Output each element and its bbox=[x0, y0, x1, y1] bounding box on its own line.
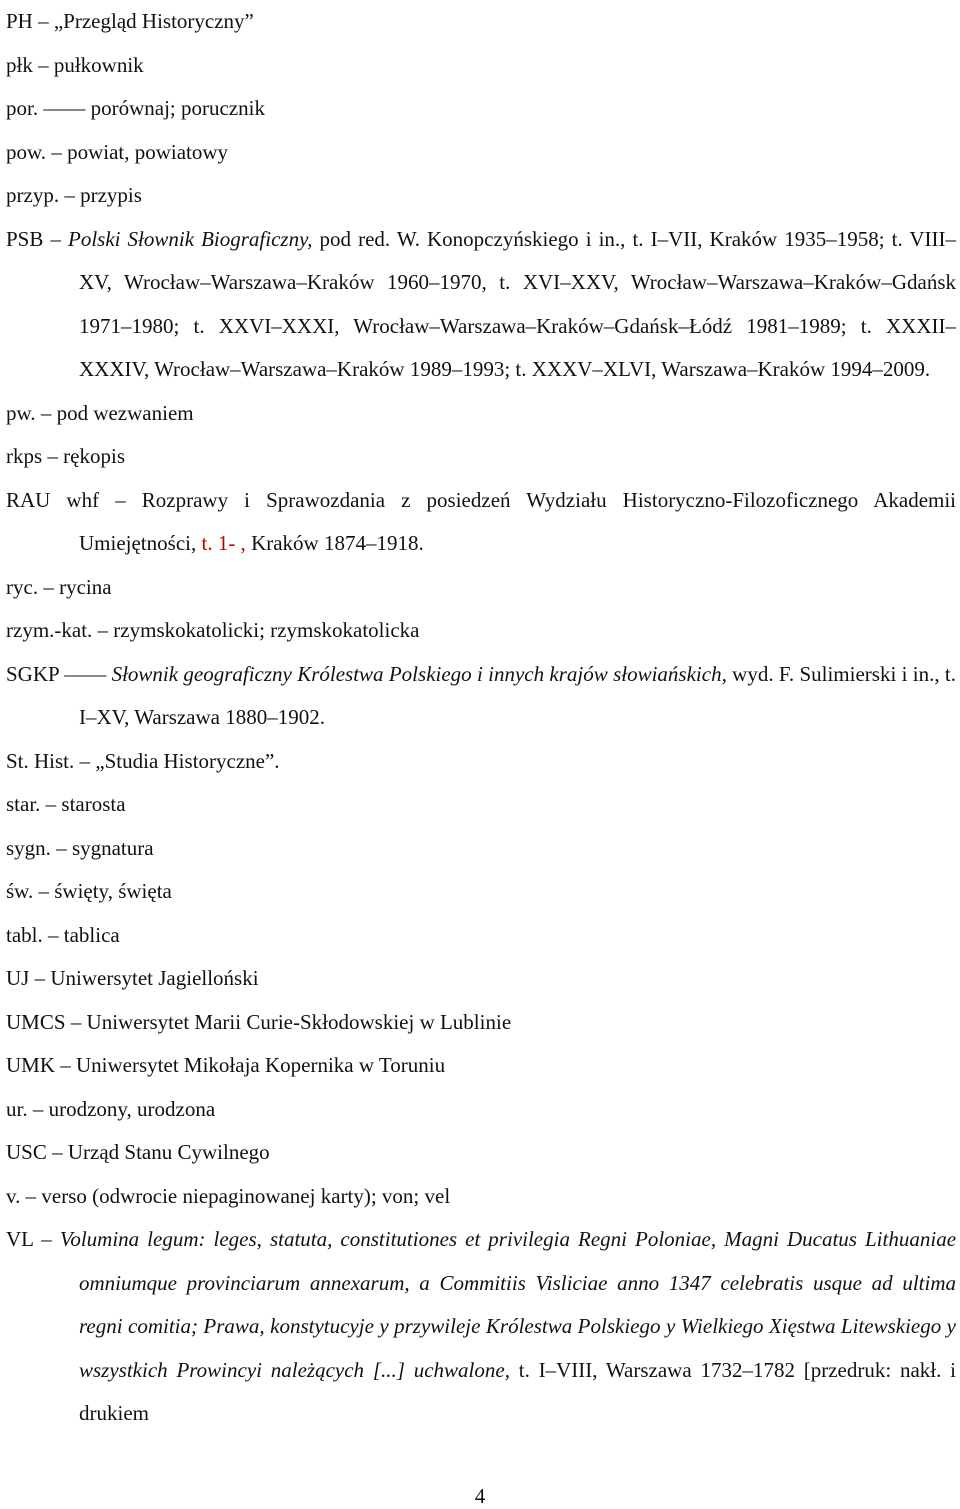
abbreviation-term: sygn. bbox=[6, 835, 51, 860]
dash-separator: – bbox=[38, 879, 49, 903]
dash-separator: – bbox=[70, 1009, 82, 1034]
abbreviation-entry bbox=[6, 174, 956, 218]
abbreviation-definition: Uniwersytet Marii Curie-Skłodowskiej w Lublinie bbox=[86, 1009, 512, 1034]
abbreviation-entry bbox=[6, 1131, 956, 1175]
dash-separator: – bbox=[60, 1053, 71, 1077]
abbreviation-definition: Uniwersytet Jagielloński bbox=[50, 966, 259, 990]
abbreviation-term: star. bbox=[6, 792, 41, 816]
dash-separator: – bbox=[41, 1227, 52, 1251]
abbreviation-definition: tablica bbox=[63, 922, 120, 947]
abbreviation-term: rzym.-kat. bbox=[6, 618, 93, 642]
highlighted-volume: t. 1- , bbox=[201, 531, 246, 555]
definition-continuation: Kraków 1874–1918. bbox=[245, 531, 424, 555]
dash-separator: – bbox=[48, 922, 59, 947]
abbreviation-definition: sygnatura bbox=[71, 835, 154, 860]
abbreviation-entry bbox=[6, 1044, 956, 1088]
dash-separator: – bbox=[56, 835, 67, 860]
abbreviation-definition: porównaj; porucznik bbox=[90, 96, 265, 120]
abbreviation-term: św. bbox=[6, 879, 34, 903]
abbreviation-entry bbox=[6, 1175, 956, 1219]
dash-separator: —— bbox=[43, 96, 86, 120]
abbreviation-term: rkps bbox=[6, 444, 43, 468]
dash-separator: – bbox=[25, 1183, 37, 1208]
dash-separator: – bbox=[40, 400, 52, 425]
abbreviation-term: PH bbox=[6, 9, 33, 33]
dash-separator: – bbox=[52, 1140, 63, 1164]
abbreviation-entry bbox=[6, 566, 956, 610]
abbreviation-definition: pod red. W. Konopczyńskiego i in., t. I–VII, Kraków 1935–1958; t. VIII–XV, Wrocław–Warszawa–Kraków 1960–1970, t. XVI–XXV, Wrocław–Warszawa–Kraków–Gdańsk 1971–1980; t. XXVI–XXXI, Wrocław–Warszawa–Kraków–Gdańsk–Łódź 1981–1989; t. XXXII–XXXIV, Wrocław–Warszawa–Kraków 1989–1993; t. XXXV–XLVI, Warszawa–Kraków 1994–2009. bbox=[79, 226, 957, 381]
dash-separator: – bbox=[45, 792, 57, 816]
abbreviation-entry bbox=[6, 609, 956, 653]
abbreviation-entry bbox=[6, 44, 956, 88]
abbreviation-term: pw. bbox=[6, 400, 36, 425]
abbreviation-entry bbox=[6, 435, 956, 479]
dash-separator: – bbox=[34, 966, 46, 990]
dash-separator: – bbox=[79, 748, 91, 773]
abbreviation-entry bbox=[6, 653, 956, 740]
dash-separator: – bbox=[97, 618, 109, 642]
abbreviation-term: VL bbox=[6, 1227, 34, 1251]
page-number: 4 bbox=[474, 1484, 486, 1508]
abbreviation-definition: święty, święta bbox=[54, 879, 172, 903]
abbreviations-list bbox=[6, 0, 956, 1436]
abbreviation-entry bbox=[6, 131, 956, 175]
abbreviation-term: PSB bbox=[6, 226, 44, 251]
abbreviation-entry bbox=[6, 392, 956, 436]
abbreviation-entry bbox=[6, 1218, 956, 1436]
abbreviation-definition: urodzony, urodzona bbox=[48, 1096, 216, 1121]
abbreviation-term: USC bbox=[6, 1140, 47, 1164]
abbreviation-term: przyp. bbox=[6, 183, 60, 207]
dash-separator: – bbox=[64, 183, 75, 207]
abbreviation-definition: rycina bbox=[59, 574, 112, 599]
abbreviation-entry bbox=[6, 957, 956, 1001]
abbreviation-definition: wyd. F. Sulimierski i in., t. I–XV, Warszawa 1880–1902. bbox=[79, 661, 957, 729]
abbreviation-definition: „Studia Historyczne”. bbox=[95, 748, 280, 773]
abbreviation-entry bbox=[6, 783, 956, 827]
dash-separator: —— bbox=[64, 661, 107, 686]
abbreviation-term: SGKP bbox=[6, 661, 59, 686]
dash-separator: – bbox=[38, 52, 49, 77]
abbreviation-entry bbox=[6, 479, 956, 566]
dash-separator: – bbox=[43, 574, 54, 599]
abbreviation-term: ur. bbox=[6, 1096, 28, 1121]
abbreviation-definition: Urząd Stanu Cywilnego bbox=[67, 1140, 270, 1164]
abbreviation-entry bbox=[6, 0, 956, 44]
dash-separator: – bbox=[47, 444, 58, 468]
abbreviation-entry bbox=[6, 1001, 956, 1045]
italic-title: Polski Słownik Biograficzny, bbox=[68, 226, 313, 251]
abbreviation-entry bbox=[6, 218, 956, 392]
abbreviation-term: UMCS bbox=[6, 1009, 66, 1034]
abbreviation-term: v. bbox=[6, 1183, 21, 1208]
abbreviation-definition: rękopis bbox=[63, 444, 125, 468]
abbreviation-entry bbox=[6, 87, 956, 131]
abbreviation-definition: „Przegląd Historyczny” bbox=[53, 9, 254, 33]
italic-title: Słownik geograficzny Królestwa Polskiego i innych krajów słowiańskich, bbox=[111, 661, 727, 686]
italic-title: Volumina legum: leges, statuta, constitutiones et privilegia Regni Poloniae, Magni Ducatus Lithuaniae omniumque provinciarum annexarum, a Commitiis Visliciae anno 1347 celebratis usque ad ultima regni comitia; Prawa, konstytucyje y przywileje Królestwa Polskiego y Wielkiego Xięstwa Litewskiego y wszystkich Prowincyi należących [...] uchwalone, bbox=[59, 1227, 957, 1382]
abbreviation-term: UMK bbox=[6, 1053, 56, 1077]
dash-separator: – bbox=[38, 9, 49, 33]
abbreviation-term: ryc. bbox=[6, 574, 39, 599]
abbreviation-definition: verso (odwrocie niepaginowanej karty); von; vel bbox=[41, 1183, 451, 1208]
abbreviation-definition: starosta bbox=[61, 792, 126, 816]
abbreviation-definition: t. I–VIII, Warszawa 1732–1782 [przedruk: nakł. i drukiem bbox=[79, 1357, 956, 1425]
dash-separator: – bbox=[32, 1096, 44, 1121]
abbreviation-term: RAU whf bbox=[6, 487, 100, 512]
abbreviation-entry bbox=[6, 870, 956, 914]
abbreviation-definition: rzymskokatolicki; rzymskokatolicka bbox=[113, 618, 420, 642]
abbreviation-term: por. bbox=[6, 96, 39, 120]
abbreviation-entry bbox=[6, 914, 956, 958]
abbreviation-definition: pułkownik bbox=[53, 52, 144, 77]
abbreviation-definition: pod wezwaniem bbox=[56, 400, 194, 425]
abbreviation-term: pow. bbox=[6, 139, 47, 164]
abbreviation-term: płk bbox=[6, 52, 33, 77]
abbreviation-term: tabl. bbox=[6, 922, 43, 947]
abbreviation-term: St. Hist. bbox=[6, 748, 75, 773]
dash-separator: – bbox=[50, 226, 61, 251]
abbreviation-definition: przypis bbox=[80, 183, 142, 207]
abbreviation-entry bbox=[6, 827, 956, 871]
abbreviation-term: UJ bbox=[6, 966, 30, 990]
abbreviation-definition: Uniwersytet Mikołaja Kopernika w Toruniu bbox=[76, 1053, 446, 1077]
abbreviation-definition: Rozprawy i Sprawozdania z posiedzeń Wydziału Historyczno-Filozoficznego Akademii Umiejętności, bbox=[79, 487, 957, 555]
abbreviation-entry bbox=[6, 740, 956, 784]
dash-separator: – bbox=[115, 487, 126, 512]
dash-separator: – bbox=[51, 139, 62, 164]
abbreviation-entry bbox=[6, 1088, 956, 1132]
abbreviation-definition: powiat, powiatowy bbox=[67, 139, 229, 164]
